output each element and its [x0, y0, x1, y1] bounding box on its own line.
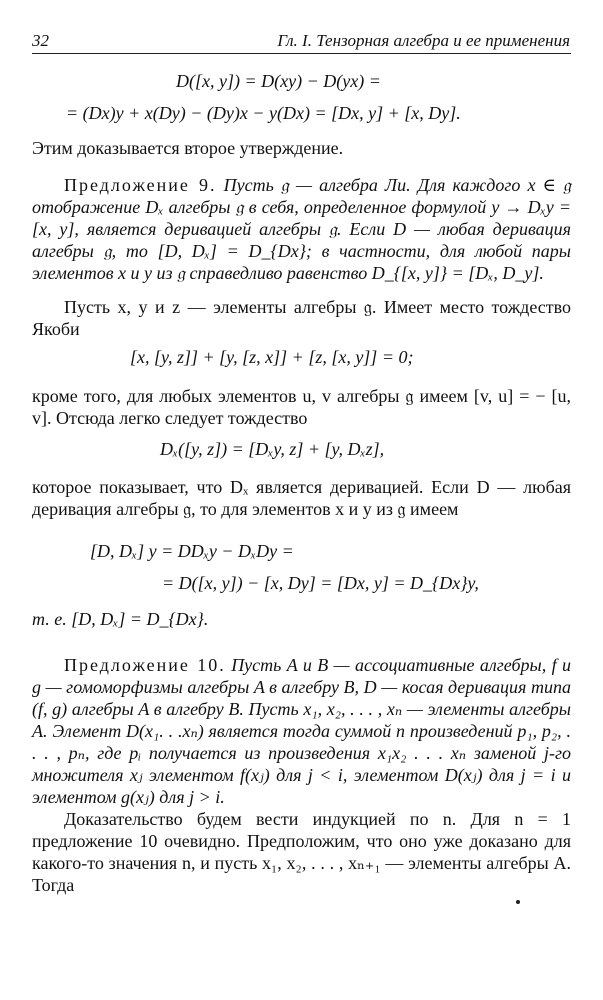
page-header: [32, 30, 570, 54]
paragraph-antisymmetry: кроме того, для любых элементов u, v алгебры 𝔤 имеем [v, u] = − [u, v]. Отсюда легко следует тождество: [32, 386, 571, 428]
jacobi-identity: [x, [y, z]] + [y, [z, x]] + [z, [x, y]] = 0;: [130, 347, 414, 367]
running-title: Гл. I. Тензорная алгебра и ее применения: [277, 31, 570, 50]
paragraph-second-statement: Этим доказывается второе утверждение.: [32, 138, 344, 158]
proposition-9-conclusion: т. е. [D, Dₓ] = D_{Dx}.: [32, 609, 209, 629]
equation-line-2: = (Dx)y + x(Dy) − (Dy)x − y(Dx) = [Dx, y] + [x, Dy].: [66, 103, 461, 123]
equation-line-1: D([x, y]) = D(xy) − D(yx) =: [176, 71, 381, 91]
header-rule: [32, 53, 571, 54]
proof-induction: Доказательство будем вести индукцией по n. Для n = 1 предложение 10 очевидно. Предположим, что оно уже доказано для какого-то значения n, и пусть x₁, x₂, . . . , xₙ₊₁ — элементы алгебры A. Тогда: [32, 809, 571, 895]
proposition-10-label: Предложение 10.: [64, 655, 226, 675]
paragraph-derivation: которое показывает, что Dₓ является деривацией. Если D — любая деривация алгебры 𝔤, то для элементов x и y из 𝔤 имеем: [32, 477, 571, 519]
proposition-9-statement: Пусть 𝔤 — алгебра Ли. Для каждого x ∈ 𝔤 отображение Dₓ алгебры 𝔤 в себя, определенное формулой y → Dₓy = [x, y], является деривацией алгебры 𝔤. Если D — любая деривация алгебры 𝔤, то [D, Dₓ] = D_{Dx}; в частности, для любой пары элементов x и y из 𝔤 справедливо равенство D_{[x, y]} = [Dₓ, D_y].: [32, 175, 572, 283]
proposition-9-label: Предложение 9.: [64, 175, 217, 195]
equation-commutator-2: = D([x, y]) − [x, Dy] = [Dx, y] = D_{Dx}y,: [162, 573, 479, 593]
equation-commutator-1: [D, Dₓ] y = DDₓy − DₓDy =: [90, 541, 294, 561]
proposition-10: [32, 654, 571, 808]
proposition-9: [32, 174, 571, 284]
derivation-identity: Dₓ([y, z]) = [Dₓy, z] + [y, Dₓz],: [160, 439, 385, 459]
proposition-10-statement: Пусть A и B — ассоциативные алгебры, f и g — гомоморфизмы алгебры A в алгебру B, D — косая деривация типа (f, g) алгебры A в алгебру B. Пусть x₁, x₂, . . . , xₙ — элементы алгебры A. Элемент D(x₁. . .xₙ) является тогда суммой n произведений p₁, p₂, . . . , pₙ, где pᵢ получается из произведения x₁x₂ . . . xₙ заменой j-го множителя xⱼ элементом f(xⱼ) для j < i, элементом D(xⱼ) для j = i и элементом g(xⱼ) для j > i.: [32, 655, 571, 807]
proof-intro: Пусть x, y и z — элементы алгебры 𝔤. Имеет место тождество Якоби: [32, 297, 571, 339]
page-number: 32: [32, 31, 49, 50]
ink-speck: [516, 900, 520, 904]
